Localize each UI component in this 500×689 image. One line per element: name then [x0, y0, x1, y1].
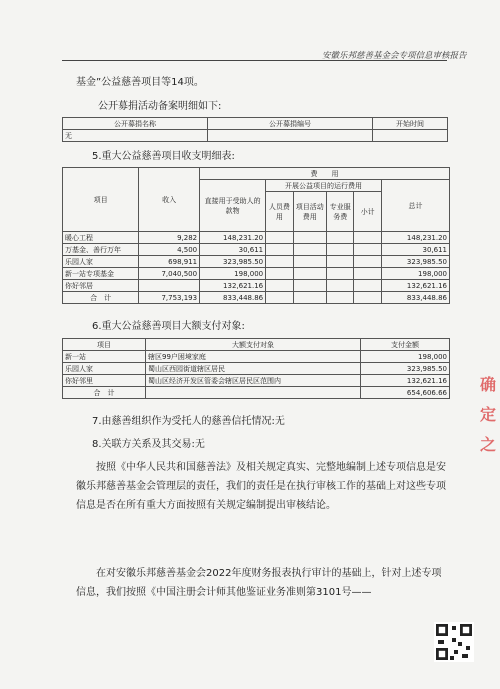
h-service: 专业服务费 [327, 192, 354, 232]
row-name: 万基金、善行万年 [63, 244, 139, 256]
table-row [63, 268, 450, 280]
row-name: 新一站专项基金 [63, 268, 139, 280]
pay-item: 你好邻里 [63, 375, 146, 387]
fund-header-number: 公开募捐编号 [208, 118, 373, 130]
row-direct: 198,000 [200, 268, 266, 280]
row-direct: 148,231.20 [200, 232, 266, 244]
paragraph-responsibility: 按照《中华人民共和国慈善法》及相关规定真实、完整地编制上述专项信息是安徽乐邦慈善基金会管理层的责任，我们的责任是在执行审核工作的基础上对这些专项信息是否在所有重大方面按照有关规定编制提出审核结论。 [76, 462, 446, 511]
h-running: 开展公益项目的运行费用 [266, 180, 382, 192]
row-total: 833,448.86 [381, 292, 449, 304]
section6-title: 6.重大公益慈善项目大额支付对象: [92, 321, 245, 332]
row-direct: 30,611 [200, 244, 266, 256]
pay-header-amount: 支付金额 [361, 339, 450, 351]
pay-target: 蜀山区西园街道辖区居民 [146, 363, 361, 375]
qr-code [434, 622, 474, 662]
pay-target [146, 387, 361, 399]
h-direct: 直接用于受助人的款物 [200, 180, 266, 232]
pay-amount: 654,606.66 [361, 387, 450, 399]
fund-header-name: 公开募捐名称 [63, 118, 208, 130]
h-staff: 人员费用 [266, 192, 293, 232]
pay-item: 合 计 [63, 387, 146, 399]
table-row [63, 232, 450, 244]
table-row-total [63, 387, 450, 399]
row-total: 148,231.20 [381, 232, 449, 244]
h-activity: 项目活动费用 [293, 192, 327, 232]
pay-target: 辖区99户困境家庭 [146, 351, 361, 363]
pay-amount: 198,000 [361, 351, 450, 363]
pay-header-item: 项目 [63, 339, 146, 351]
h-expense: 费 用 [200, 168, 450, 180]
running-header: 安徽乐邦慈善基金会专项信息审核报告 [322, 51, 467, 61]
row-income: 698,911 [139, 256, 200, 268]
seal-stamp: 确 定 之 [480, 375, 497, 454]
h-income: 收入 [139, 168, 200, 232]
pay-amount: 132,621.16 [361, 375, 450, 387]
row-total: 198,000 [381, 268, 449, 280]
pay-amount: 323,985.50 [361, 363, 450, 375]
table-row [63, 363, 450, 375]
intro-line: 基金”公益慈善项目等14项。 [76, 77, 204, 88]
row-direct: 833,448.86 [200, 292, 266, 304]
fund-header-start: 开始时间 [373, 118, 448, 130]
header-rule [62, 60, 447, 61]
fund-cell-number [208, 130, 373, 142]
row-income: 7,753,193 [139, 292, 200, 304]
item-7: 7.由慈善组织作为受托人的慈善信托情况:无 [92, 416, 285, 427]
row-income [139, 280, 200, 292]
table-row-total [63, 292, 450, 304]
h-item: 项目 [63, 168, 139, 232]
payment-table [62, 338, 450, 399]
pay-item: 新一站 [63, 351, 146, 363]
h-total: 总计 [381, 180, 449, 232]
row-name: 合 计 [63, 292, 139, 304]
row-name: 乐园人家 [63, 256, 139, 268]
row-direct: 323,985.50 [200, 256, 266, 268]
paragraph-basis: 在对安徽乐邦慈善基金会2022年度财务报表执行审计的基础上，针对上述专项信息，我们按照《中国注册会计师其他鉴证业务准则第3101号—— [76, 568, 442, 598]
row-total: 132,621.16 [381, 280, 449, 292]
table-row [63, 375, 450, 387]
pay-header-target: 大额支付对象 [146, 339, 361, 351]
row-direct: 132,621.16 [200, 280, 266, 292]
table-row [63, 256, 450, 268]
fundraising-title: 公开募捐活动备案明细如下: [98, 101, 222, 112]
row-name: 你好邻居 [63, 280, 139, 292]
item-8: 8.关联方关系及其交易:无 [92, 439, 205, 450]
pay-item: 乐园人家 [63, 363, 146, 375]
table-row [63, 244, 450, 256]
row-name: 暖心工程 [63, 232, 139, 244]
row-income: 7,040,500 [139, 268, 200, 280]
row-total: 323,985.50 [381, 256, 449, 268]
h-subtotal: 小计 [354, 192, 381, 232]
row-income: 9,282 [139, 232, 200, 244]
row-total: 30,611 [381, 244, 449, 256]
income-expense-table [62, 167, 450, 304]
table-row [63, 351, 450, 363]
table-row [63, 280, 450, 292]
row-income: 4,500 [139, 244, 200, 256]
fund-cell-start [373, 130, 448, 142]
section5-title: 5.重大公益慈善项目收支明细表: [92, 151, 235, 162]
fund-cell-name: 无 [63, 130, 208, 142]
fundraising-table [62, 117, 448, 142]
pay-target: 蜀山区经济开发区管委会辖区居民区范围内 [146, 375, 361, 387]
